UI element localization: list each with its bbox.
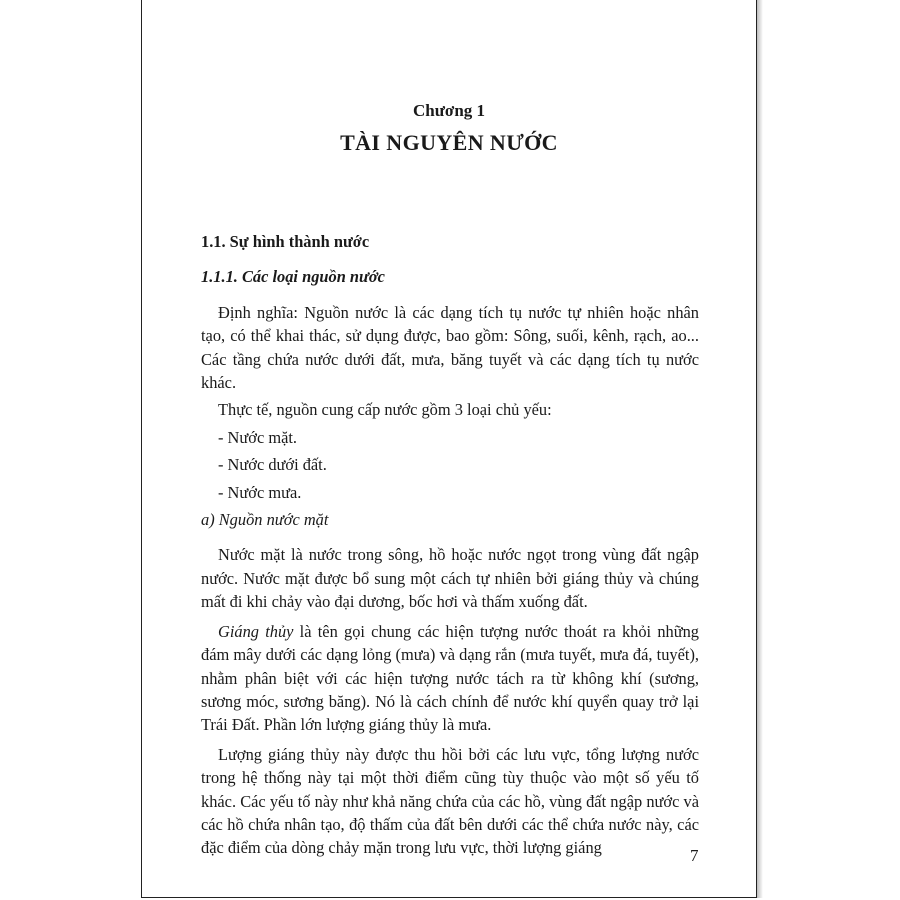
- surface-water-paragraph: Nước mặt là nước trong sông, hồ hoặc nước ngọt trong vùng đất ngập nước. Nước mặt được bổ sung một cách tự nhiên bởi giáng thủy và chúng mất đi khi chảy vào đại dương, bốc hơi và thấm xuống đất.: [201, 545, 699, 612]
- chapter-title: TÀI NGUYÊN NƯỚC: [340, 130, 558, 155]
- chapter-label: Chương 1: [412, 101, 486, 120]
- subsection-heading: 1.1.1. Các loại nguồn nước: [201, 267, 385, 287]
- amount-paragraph: Lượng giáng thủy này được thu hồi bởi các lưu vực, tổng lượng nước trong hệ thống này tại một thời điểm cũng tùy thuộc vào một số yếu tố khác. Các yếu tố này như khả năng chứa của các hồ, vùng đất ngập nước và các hồ chứa nhân tạo, độ thấm của đất bên dưới các thể chứa nước này, các đặc điểm của dòng chảy mặn trong lưu vực, thời lượng giáng: [201, 744, 699, 858]
- list-item-ground: - Nước dưới đất.: [218, 455, 327, 475]
- sub-a-heading: a) Nguồn nước mặt: [201, 510, 329, 530]
- page-edge-shadow: [757, 0, 763, 898]
- list-item-surface: - Nước mặt.: [218, 427, 297, 447]
- precipitation-paragraph: [201, 620, 699, 737]
- precipitation-text: là tên gọi chung các hiện tượng nước thoát ra khỏi những đám mây dưới các dạng lỏng (mưa) và dạng rắn (mưa tuyết, mưa đá, tuyết), nhằm phân biệt với các hiện tượng nước tách ra từ không khí (sương, sương móc, sương băng). Nó là cách chính để nước khí quyển quay trở lại Trái Đất. Phần lớn lượng giáng thủy là mưa.: [201, 621, 699, 735]
- book-page: [141, 0, 757, 898]
- definition-paragraph: Định nghĩa: Nguồn nước là các dạng tích tụ nước tự nhiên hoặc nhân tạo, có thể khai thác, sử dụng được, bao gồm: Sông, suối, kênh, rạch, ao... Các tầng chứa nước dưới đất, mưa, băng tuyết và các dạng tích tụ nước khác.: [201, 302, 699, 393]
- section-heading: 1.1. Sự hình thành nước: [201, 232, 370, 251]
- page-number: 7: [690, 846, 699, 865]
- list-item-rain: - Nước mưa.: [218, 482, 302, 502]
- precipitation-term: Giáng thủy: [218, 621, 294, 641]
- page-body: [201, 230, 699, 864]
- list-intro: Thực tế, nguồn cung cấp nước gồm 3 loại chủ yếu:: [218, 400, 552, 420]
